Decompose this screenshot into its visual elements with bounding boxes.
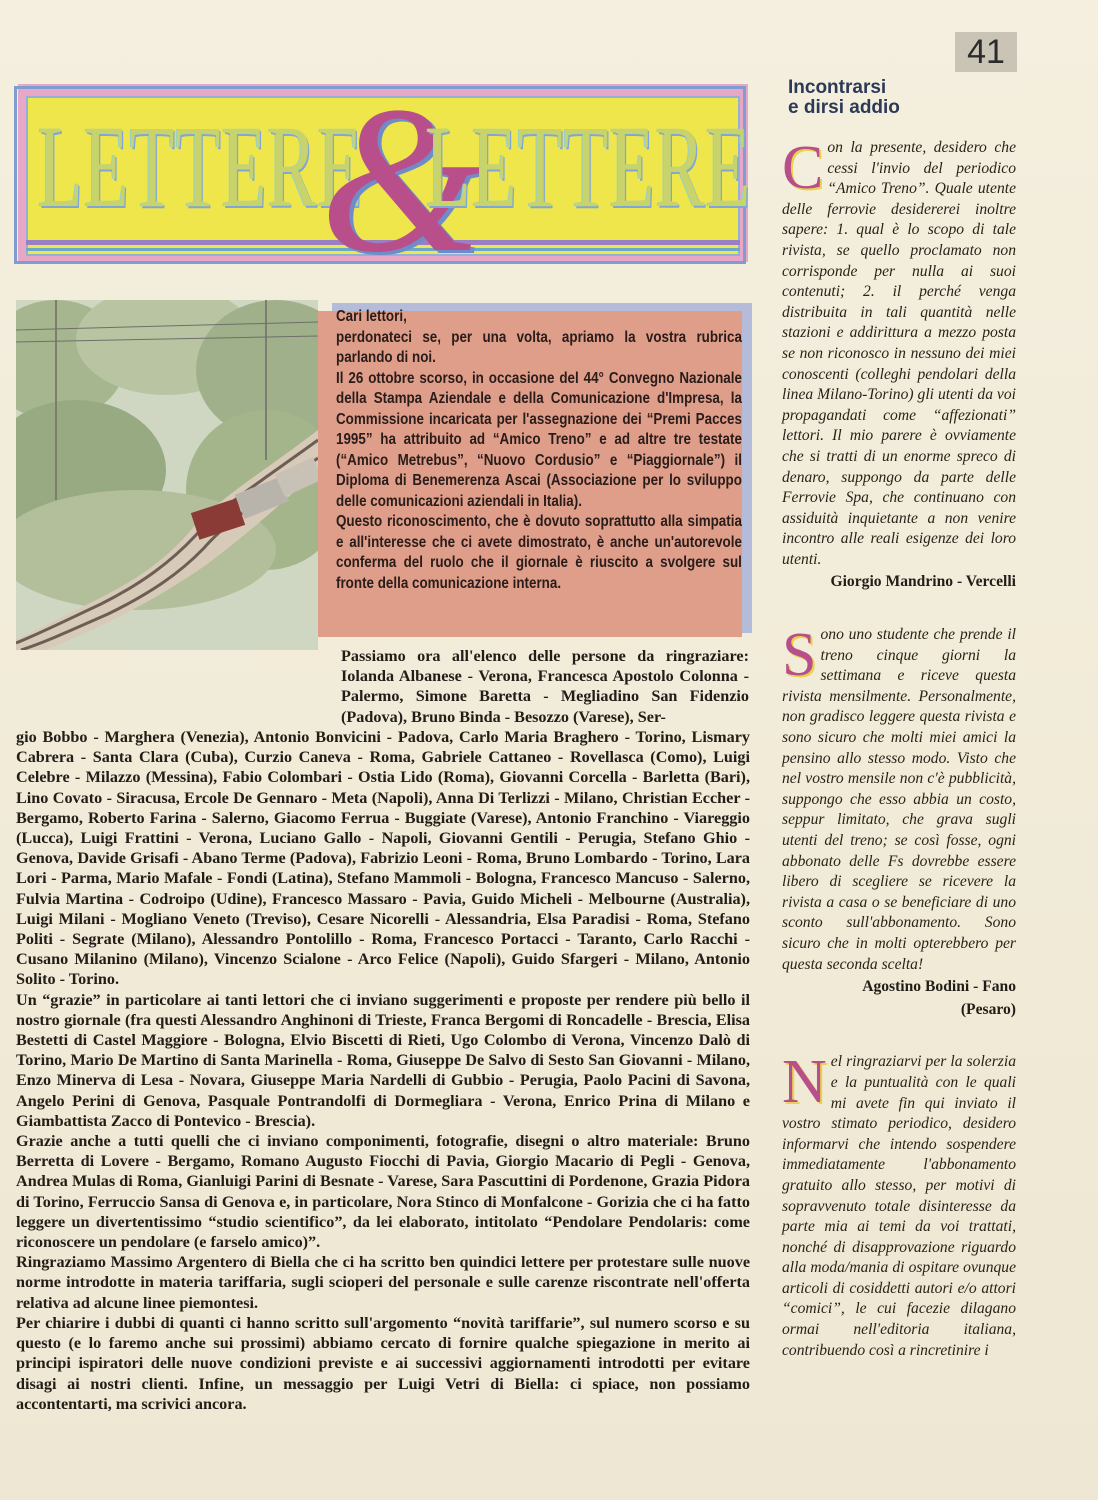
- column-title-line: Incontrarsi: [788, 77, 887, 98]
- letter-text: on la presente, desidero che cessi l'invio del periodico “Amico Treno”. Quale utente delle ferrovie desidererei inoltre sapere: 1. qual è lo scopo di tale rivista, se quello proclamato non corrisponde per nulla ai suoi contenuti; 2. il perché venga distribuita in tali quantità nelle stazioni e addirittura a mezzo posta se non riconosco in nessuno dei miei conoscenti (colleghi pendolari della linea Milano-Torino) gli utenti da voi propagandati come “affezionati” lettori. Il mio parere è ovviamente che si tratti di un enorme spreco di denaro, suppongo da parte delle Ferrovie Spa, che continuano con assiduità inquietante a non venire incontro alle reali esigenze dei loro utenti.: [782, 139, 1016, 568]
- masthead-word-left: LETTERE: [38, 101, 364, 232]
- letter-signature: Agostino Bodini - Fano: [862, 978, 1016, 996]
- article-paragraph: Ringraziamo Massimo Argentero di Biella che ci ha scritto ben quindici lettere per protestare sulle nuove norme introdotte in materia tariffaria, sugli scioperi del personale e sulle carenze riscontrate nell'offerta relativa ad alcune linee piemontesi.: [16, 1253, 750, 1312]
- intro-paragraph: perdonateci se, per una volta, apriamo la vostra rubrica parlando di noi.: [336, 328, 742, 366]
- article-paragraph: gio Bobbo - Marghera (Venezia), Antonio Bonvicini - Padova, Carlo Maria Braghero - Torino, Lismary Cabrera - Santa Clara (Cuba), Curzio Caneva - Roma, Gabriele Cattaneo - Rovellasca (Como), Luigi Celebre - Milazzo (Messina), Fabio Colombari - Ostia Lido (Roma), Giovanni Corcella - Barletta (Bari), Lino Covato - Siracusa, Ercole De Gennaro - Meta (Napoli), Anna Di Terlizzi - Milano, Christian Eccher - Bergamo, Roberto Farina - Salerno, Giacomo Ferrua - Buggiate (Varese), Antonio Franchino - Viareggio (Lucca), Luigi Frattini - Verona, Luciano Gallo - Napoli, Giovanni Gentili - Perugia, Stefano Ghio - Genova, Davide Grisafi - Abano Terme (Padova), Fabrizio Leoni - Roma, Bruno Lombardo - Torino, Lara Lori - Parma, Mario Mafale - Fondi (Latina), Stefano Mammoli - Bologna, Francesco Mancuso - Salerno, Fulvia Martina - Codroipo (Udine), Francesco Massaro - Pavia, Guido Micheli - Melbourne (Australia), Luigi Milani - Mogliano Veneto (Treviso), Cesare Nicorelli - Alessandria, Elsa Paradisi - Roma, Stefano Politi - Segrate (Milano), Alessandro Pontolillo - Roma, Francesco Portacci - Taranto, Carlo Racchi - Cusano Milanino (Milano), Vincenzo Scialone - Arco Felice (Napoli), Guido Sfargeri - Milano, Antonio Solito - Torino.: [16, 728, 750, 989]
- letter-signature-place: (Pesaro): [960, 1000, 1016, 1018]
- letter: [782, 134, 1016, 593]
- letter-text: ono uno studente che prende il treno cinque giorni la settimana e riceve questa rivista mensilmente. Personalmente, non gradisco leggere questa rivista e sono sicuro che molti miei amici la pensino allo stesso modo. Visto che nel vostro mensile non c'è pubblicità, suppongo che esso abbia un costo, seppur limitato, che grava sugli utenti del treno; se così fosse, ogni abbonato delle Fs dovrebbe essere libero di scegliere se ricevere la rivista a casa o se beneficiare di uno sconto sull'abbonamento. Sono sicuro che in molti opterebbero per questa seconda scelta!: [782, 626, 1016, 973]
- article-body: [16, 727, 750, 1414]
- article-paragraph: Un “grazie” in particolare ai tanti lettori che ci inviano suggerimenti e proposte per rendere più bello il nostro giornale (fra questi Alessandro Anghinoni di Trieste, Franca Bergomi di Roncadelle - Brescia, Elisa Bestetti di Castel Maggiore - Bologna, Elvio Biscetti di Rieti, Ugo Colombo di Verona, Vincenzo Dalò di Torino, Mario De Martino di Santa Marinella - Roma, Giuseppe De Salvo di Sesto San Giovanni - Milano, Enzo Minerva di Lesa - Novara, Giuseppe Maria Nardelli di Gubbio - Perugia, Paolo Pacini di Savona, Angelo Perini di Genova, Pasquale Pontrandolfi di Dormegliara - Verona, Enrico Prina di Milano e Giambattista Zacco di Pontevico - Brescia).: [16, 990, 750, 1130]
- article-paragraph: Per chiarire i dubbi di quanti ci hanno scritto sull'argomento “novità tariffarie”, sul numero scorso e su questo (e lo faremo anche sui prossimi) abbiamo cercato di fornire qualche spiegazione in merito ai principi ispiratori delle nuove condizioni previste e ai successivi aggiornamenti introdotti per evitare disagi ai nostri clienti. Infine, un messaggio per Luigi Vetri di Biella: ci spiace, non possiamo accontentarti, ma scrivici ancora.: [16, 1313, 750, 1413]
- column-title-line: e dirsi addio: [788, 97, 900, 118]
- drop-cap: C: [782, 134, 824, 202]
- intro-paragraph: Il 26 ottobre scorso, in occasione del 44° Convegno Nazionale della Stampa Aziendale e della Comunicazione d'Impresa, la Commissione incaricata per l'assegnazione dei “Premi Pacces 1995” ha attribuito ad “Amico Treno” e ad altre tre testate (“Amico Metrebus”, “Nuovo Cordusio” e “Piaggiornale”) il Diploma di Benemerenza Ascai (Associazione per lo sviluppo delle comunicazioni aziendali in Italia).: [336, 369, 742, 510]
- train-illustration: [16, 300, 318, 650]
- article-paragraph: Grazie anche a tutti quelli che ci inviano componimenti, fotografie, disegni o altro materiale: Bruno Berretta di Lovere - Bergamo, Romano Augusto Fiocchi di Pavia, Giorgio Macario di Pegli - Genova, Andrea Mulas di Roma, Gianluigi Parini di Besnate - Varese, Sara Pascuttini di Pordenone, Grazia Pidora di Torino, Ferruccio Sansa di Genova e, in particolare, Nora Stinco di Monfalcone - Gorizia che ci ha fatto leggere un divertentissimo “studio scientifico”, da lei elaborato, intitolato “Pendolare Pendolaris: come riconoscere un pendolare (e farselo amico)”.: [16, 1132, 750, 1252]
- letter-text: el ringraziarvi per la solerzia e la puntualità con le quali mi avete fin qui inviato il vostro stimato periodico, desidero informarvi che intendo sospendere immediatamente l'abbonamento gratuito allo stesso, per motivi di sopravvenuto totale disinteresse da parte mia ai temi da voi trattati, nonché di disapprovazione riguardo alla moda/mania di ospitare ovunque articoli di cosiddetti autori e/o attori “comici”, le cui facezie dilagano ormai nell'editoria italiana, contribuendo così a rincretinire i: [782, 1053, 1016, 1359]
- intro-text: [336, 307, 742, 594]
- letter: [782, 1048, 1016, 1361]
- train-photo: [16, 300, 318, 650]
- letter: [782, 621, 1016, 1020]
- intro-paragraph: Questo riconoscimento, che è dovuto soprattutto alla simpatia e all'interesse che ci avete dimostrato, è anche un'autorevole conferma del ruolo che il giornale è riuscito a svolgere sul fronte della comunicazione interna.: [336, 513, 742, 592]
- intro-box: [318, 303, 750, 637]
- intro-greeting: Cari lettori,: [336, 308, 407, 325]
- masthead-ampersand: &: [320, 64, 484, 296]
- article-top: [341, 646, 749, 727]
- masthead-banner: [12, 64, 752, 296]
- letter-signature: Giorgio Mandrino - Vercelli: [830, 573, 1016, 591]
- masthead-word-right: LETTERE: [426, 101, 752, 232]
- drop-cap: N: [782, 1048, 827, 1117]
- drop-cap: S: [782, 621, 817, 690]
- article-paragraph: Passiamo ora all'elenco delle persone da ringraziare: Iolanda Albanese - Verona, Francesca Apostolo Colonna - Palermo, Simone Baretta - Megliadino San Fidenzio (Padova), Bruno Binda - Besozzo (Varese), Ser-: [341, 647, 749, 726]
- column-title: [788, 78, 1016, 118]
- page-number: 41: [955, 32, 1017, 72]
- letters-column: [782, 78, 1016, 1361]
